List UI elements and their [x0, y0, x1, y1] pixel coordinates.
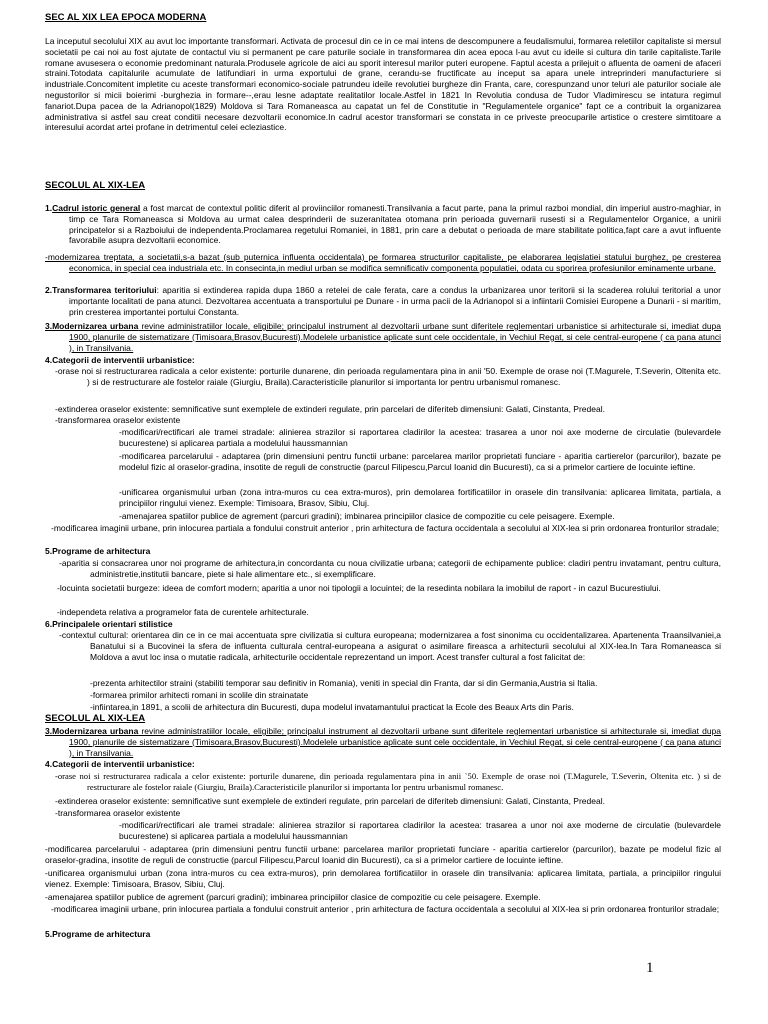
- item-3-modernizarea-urbana: 3.Modernizarea urbana revine administratiilor locale, eligibile; principalul instrument al dezvoltarii urbane sunt diferitele reglementari urbanistice si arhitecturale si, imediat dupa 1900, planurile de sistematizare (Timisoara,Brasov,Bucuresti).Modelele urbanistice aplicate sunt cele occidentale, in Vechiul Regat, si cele central-europene ( ca pana atunci ), in Transilvania.: [45, 321, 722, 353]
- repeat-item-4-amenajarea: -amenajarea spatiilor publice de agrement (parcuri gradini); imbinarea principiilor clasice de compozitie cu cele peisagere. Exemple.: [45, 892, 541, 902]
- item-4-modificari-trama: -modificari/rectificari ale tramei stradale: alinierea strazilor si raportarea cladirilor la acestea: trasarea a unor noi axe moderne de circulatie (bulevardele bucurestene) si aplicarea partiala a modelului haussmannian: [119, 427, 721, 448]
- item-4-orase-noi: -orase noi si restructurarea radicala a celor existente: porturile dunarene, din perioada regulamentara pina in anii '50. Exemple de orase noi (T.Magurele, T.Severin, Oltenita etc. ) si de restructurare ale fostelor raiale (Giurgiu, Braila).Caracteristicile planurilor si importanta lor pentru urbanismul romanesc.: [55, 366, 721, 387]
- item-4-modificarea-imaginii: -modificarea imaginii urbane, prin inlocurea partiala a fondului construit anterior , prin arhitectura de factura occidentala a secolului al XIX-lea si prin ordonarea fronturilor stradale;: [51, 523, 720, 533]
- item-5-independeta: -independeta relativa a programelor fata de curentele arhitecturale.: [57, 607, 309, 617]
- intro-paragraph: La inceputul secolului XIX au avut loc importante transformari. Activata de procesul din ce in ce mai intens de descompunere a feudalismului, formarea reletiilor capitaliste si mersul societatii pe cai noi au fost ajutate de contactul viu si permanent pe care paturile sociale in transformarea din acea epoca l-au avut cu ideile si cultura din tarile capitaliste.Tarile romane avusesera o economie predominant naturala.Produsele agricole de aici au sporit interesul marilor puteri europene. Faptul acesta a prilejuit o afluenta de oameni de afaceri straini.Totodata capitalurile acumulate de latifundiari in urma exportului de grane, cerandu-se fructificate au inceput sa apara unele intreprinderi manufacturiere si industriale.Concomitent impletite cu aceste transformari economico-sociale patrundeu ideile revolutiei burgheze din Franta, care, corespunzand unor teluri ale paturilor sociale ale negustorilor si micii boierimi -burghezia in formare--,erau lesne adaptate realitatilor locale.Astfel in 1821 In Revolutia condusa de Tudor Vladimirescu se intatura regimul fanariot.Dupa pacea de la Adrianopol(1829) Moldova si Tara Romaneasca au capatat un fel de Constitutie in "Regulamentele organice" fapt ce a contribuit la organizarea administrativa si astfel sau creat conditii necesare dezvoltarii economice.In cadrul acestor transformari se constata in ce priveste preocuparile artistice o crestere simtitoare a interesului acordat artei profane in detrimentul celei ecleziastice.: [45, 36, 721, 133]
- item-2-transformarea-teritoriului: 2.Transformarea teritoriului: aparitia si extinderea rapida dupa 1860 a retelei de cale ferata, care a condus la urbanizarea unor teritorii si la scaderea rolului teritorial a unor importante localitati de pana atunci. Dezvoltarea accentuata a transportului pe Dunare - in urma pacii de la Adrianopol si a infiintarii Comisiei Europene a Dunarii - si maritim, prin cresterea importantei portului Constanta.: [45, 285, 721, 317]
- item-4-amenajarea: -amenajarea spatiilor publice de agrement (parcuri gradini); imbinarea principiilor clasice de compozitie cu cele peisagere. Exemple.: [119, 511, 615, 521]
- repeat-item-4-unificarea: -unificarea organismului urban (zona intra-muros cu cea extra-muros), prin demolarea fortificatiilor in orasele din transilvania: aplicarea limitata, partiala, a principiilor ringului vienez. Exemple: Timisoara, Brasov, Sibiu, Cluj.: [45, 868, 721, 889]
- item-4-heading: 4.Categorii de interventii urbanistice:: [45, 355, 195, 365]
- repeat-item-4-modificarea-imaginii: -modificarea imaginii urbane, prin inlocurea partiala a fondului construit anterior , prin arhitectura de factura occidentala a secolului al XIX-lea si prin ordonarea fronturilor stradale;: [51, 904, 720, 914]
- item-5-locuinta: -locuinta societatii burgeze: ideea de comfort modern; aparitia a unor noi tipologii a locuintei; de la resedinta nobilara la imobilul de raport - in cazul Bucurestiului.: [57, 583, 661, 593]
- item-6-heading: 6.Principalele orientari stilistice: [45, 619, 173, 629]
- section-title-secolul-xix: SECOLUL AL XIX-LEA: [45, 180, 146, 191]
- item-5-heading: 5.Programe de arhitectura: [45, 546, 151, 556]
- item-4-unificarea: -unificarea organismului urban (zona intra-muros cu cea extra-muros), prin demolarea fortificatiilor in orasele din transilvania: aplicarea limitata, partiala, a principiilor ringului vienez. Exemple: Timisoara, Brasov, Sibiu, Cluj.: [119, 487, 721, 508]
- item-1-cadrul-istoric: 1.Cadrul istoric general a fost marcat de contextul politic diferit al proviinciilor romanesti.Transilvania a facut parte, pana la primul razboi mondial, din imperiul austro-maghiar, in timp ce Tara Romaneasca si Moldova au urmat calea desprinderii de suzeranitatea otomana prin perioada guvernarii rusesti si a Regulamentelor Organice, a unirii principatelor si a Razboiului de independenta.Proclamarea regetului Romaniei, in 1881, prin care a debutat o perioada de mare stabilitate politica,fapt care a avut influente favorabile asupra dezvoltarii economice.: [45, 203, 721, 246]
- repeat-item-4-heading: 4.Categorii de interventii urbanistice:: [45, 759, 195, 769]
- item-6-prezenta-arhitectilor: -prezenta arhitectilor straini (stabiliti temporar sau definitiv in Romania), veniti in special din Franta, dar si din Germania,Austria si Italia.: [90, 678, 598, 688]
- repeat-item-4-modificarea-parcelarului: -modificarea parcelarului - adaptarea (prin dimensiuni pentru functii urbane: parcelarea marilor proprietati funciare - aparitia cartierelor (parcurilor), bazate pe modelul fizic al oraselor-gradina, insotite de reguli de constructie (parcul Filipescu,Parcul Ioanid din Bucuresti), ca si a primelor cartiere de locuinte ieftine.: [45, 844, 721, 865]
- item-5-aparitia: -aparitia si consacrarea unor noi programe de arhitectura,in concordanta cu noua civilizatie urbana; categorii de echipamente publice: cladiri pentru invatamant, pentru cultura, administretie,institutii bancare, piete si hale alimentare etc., si exemplificare.: [59, 558, 721, 579]
- section-title-epoca-moderna: SEC AL XIX LEA EPOCA MODERNA: [45, 12, 207, 23]
- item-6-infiintarea: -infiintarea,in 1891, a scolii de arhitectura din Bucuresti, dupa modelul invatamantului practicat la Ecole des Beaux Arts din Paris.: [90, 702, 574, 712]
- repeat-item-3-modernizarea-urbana: 3.Modernizarea urbana revine administratiilor locale, eligibile; principalul instrument al dezvoltarii urbane sunt diferitele reglementari urbanistice si arhitecturale si, imediat dupa 1900, planurile de sistematizare (Timisoara,Brasov,Bucuresti).Modelele urbanistice aplicate sunt cele occidentale, in Vechiul Regat, si cele central-europene ( ca pana atunci ), in Transilvania.: [45, 726, 722, 758]
- item-6-contextul-cultural: -contextul cultural: orientarea din ce in ce mai accentuata spre civilizatia si cultura europeana; modernizarea a fost sinonima cu occidentalizarea. Apartenenta Traansilvaniei,a Banatului si a Bucovinei la sfera de influenta culturala central-europeana a asigurat o asimilare fireasca a arhitecturii secolului al XIX-lea.In Tara Romaneasca si Moldova a avut loc insa o mutatie radicala, arhitecturile occidentale reprezentand un import. Acest transfer cultural a fost falicitat de:: [59, 630, 721, 662]
- item-6-formarea: -formarea primilor arhitecti romani in scolile din strainatate: [90, 690, 309, 700]
- item-1-modernizarea-treptata: -modernizarea treptata, a societatii,s-a bazat (sub puternica influenta occidentala) pe formarea structurilor capitaliste, pe elaborarea legislatiei statului burghez, pe cresterea economica, in special cea industriala etc. In consecinta,in mediul urban se modifica semnificativ componenta populatiei, odata cu sporirea profesiunilor eminamente urbane.: [45, 252, 721, 273]
- item-4-extinderea: -extinderea oraselor existente: semnificative sunt exemplele de extinderi regulate, prin parcelari de diferiteb dimensiuni: Galati, Cinstanta, Predeal.: [55, 404, 605, 414]
- repeat-item-4-orase-noi: -orase noi si restructurarea radicala a celor existente: porturile dunarene, din perioada regulamentara pina in anii `50. Exemple de orase noi (T.Magurele, T.Severin, Oltenita etc. ) si de restructurare ale fostelor raiale (Giurgiu, Braila).Caracteristicile planurilor si importanta lor pentru urbanismul romanesc.: [55, 771, 721, 792]
- section-title-secolul-xix-repeat: SECOLUL AL XIX-LEA: [45, 713, 146, 724]
- repeat-item-4-transformarea: -transformarea oraselor existente: [55, 808, 181, 818]
- repeat-item-4-modificari-trama: -modificari/rectificari ale tramei stradale: alinierea strazilor si raportarea cladirilor la acestea: trasarea a unor noi axe moderne de circulatie (bulevardele bucurestene) si aplicarea partiala a modelului haussmannian: [119, 820, 721, 841]
- page-number: 1: [646, 960, 654, 976]
- item-4-modificarea-parcelarului: -modificarea parcelarului - adaptarea (prin dimensiuni pentru functii urbane: parcelarea marilor proprietati funciare - aparitia cartierelor (parcurilor), bazate pe modelul fizic al oraselor-gradina, insotite de reguli de constructie (parcul Filipescu,Parcul Ioanid din Bucuresti), ca si a primelor cartiere de locuinte ieftine.: [119, 451, 721, 472]
- repeat-item-5-heading: 5.Programe de arhitectura: [45, 929, 151, 939]
- repeat-item-4-extinderea: -extinderea oraselor existente: semnificative sunt exemplele de extinderi regulate, prin parcelari de diferiteb dimensiuni: Galati, Cinstanta, Predeal.: [55, 796, 605, 806]
- item-4-transformarea: -transformarea oraselor existente: [55, 415, 181, 425]
